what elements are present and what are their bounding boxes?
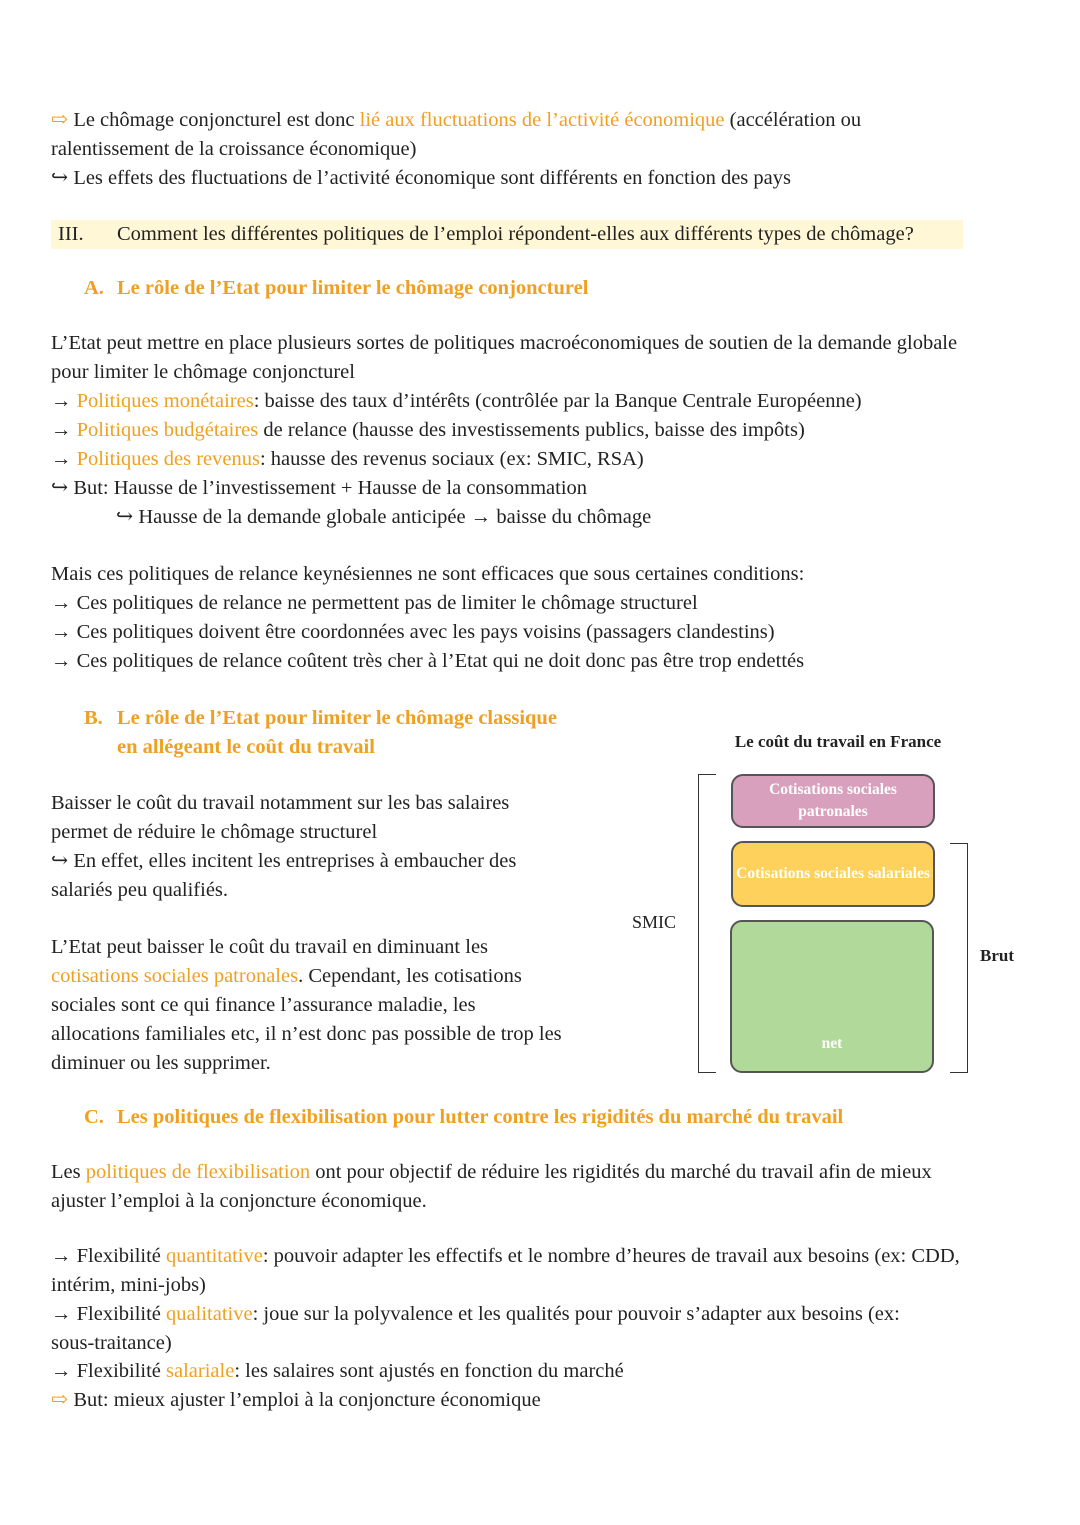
arrow-icon: → xyxy=(51,390,77,412)
smic-label: SMIC xyxy=(632,912,677,932)
brut-bracket xyxy=(950,843,968,1073)
intro-line-1: ⇨ Le chômage conjoncturel est donc lié aux fluctuations de l’activité économique (accélération ou xyxy=(51,109,862,131)
paragraph-line: L’Etat peut mettre en place plusieurs sortes de politiques macroéconomiques de soutien de la demande globale xyxy=(51,332,958,354)
paragraph-line: Mais ces politiques de relance keynésiennes ne sont efficaces que sous certaines conditions: xyxy=(51,563,805,585)
list-item: → Ces politiques doivent être coordonnées avec les pays voisins (passagers clandestins) xyxy=(51,621,775,643)
goal-line: ⇨ But: mieux ajuster l’emploi à la conjoncture économique xyxy=(51,1389,541,1411)
hook-arrow-icon: ↪ xyxy=(116,506,139,528)
subheading-a: A. Le rôle de l’Etat pour limiter le chômage conjoncturel xyxy=(84,277,589,299)
hook-arrow-icon: ↪ xyxy=(51,167,74,189)
list-item: → Flexibilité quantitative: pouvoir adapter les effectifs et le nombre d’heures de travail aux besoins (ex: CDD, xyxy=(51,1245,960,1267)
paragraph-line: ↪ En effet, elles incitent les entreprises à embaucher des xyxy=(51,850,517,872)
arrow-icon: → xyxy=(51,448,77,470)
list-item: → Ces politiques de relance coûtent très cher à l’Etat qui ne doit donc pas être trop endettés xyxy=(51,650,805,672)
subheading-b-line-2: en allégeant le coût du travail xyxy=(117,736,375,758)
paragraph-line: Les politiques de flexibilisation ont pour objectif de réduire les rigidités du marché du travail afin de mieux xyxy=(51,1161,932,1183)
subheading-c: C. Les politiques de flexibilisation pour lutter contre les rigidités du marché du travail xyxy=(84,1106,844,1128)
arrow-icon: → xyxy=(51,1360,77,1382)
section-heading xyxy=(51,220,963,249)
cotisations-patronales-box: Cotisations sociales patronales xyxy=(731,774,935,828)
smic-bracket xyxy=(698,774,716,1073)
list-item: → Politiques monétaires: baisse des taux d’intérêts (contrôlée par la Banque Centrale Européenne) xyxy=(51,390,862,412)
intro-line-3: ↪ Les effets des fluctuations de l’activité économique sont différents en fonction des pays xyxy=(51,167,791,189)
arrow-icon: → xyxy=(51,592,77,614)
arrow-icon: → xyxy=(51,419,77,441)
paragraph-line: ajuster l’emploi à la conjoncture économique. xyxy=(51,1190,427,1212)
paragraph-line: allocations familiales etc, il n’est donc pas possible de trop les xyxy=(51,1023,562,1045)
section-number: III. xyxy=(58,223,84,245)
net-box: net xyxy=(730,920,934,1073)
goal-line: ↪ But: Hausse de l’investissement + Hausse de la consommation xyxy=(51,477,588,499)
arrow-icon: → xyxy=(51,650,77,672)
goal-line-2: ↪ Hausse de la demande globale anticipée → baisse du chômage xyxy=(116,506,652,528)
list-item-cont: intérim, mini-jobs) xyxy=(51,1274,206,1296)
hollow-arrow-icon: ⇨ xyxy=(51,1389,74,1411)
intro-line-2: ralentissement de la croissance économique) xyxy=(51,138,417,160)
list-item: → Politiques budgétaires de relance (hausse des investissements publics, baisse des impôts) xyxy=(51,419,805,441)
list-item: → Flexibilité qualitative: joue sur la polyvalence et les qualités pour pouvoir s’adapter aux besoins (ex: xyxy=(51,1303,900,1325)
paragraph-line: Baisser le coût du travail notamment sur les bas salaires xyxy=(51,792,510,814)
diagram-title: Le coût du travail en France xyxy=(734,732,942,751)
list-item: → Ces politiques de relance ne permettent pas de limiter le chômage structurel xyxy=(51,592,698,614)
paragraph-line: diminuer ou les supprimer. xyxy=(51,1052,271,1074)
hook-arrow-icon: ↪ xyxy=(51,477,74,499)
arrow-icon: → xyxy=(51,1245,77,1267)
arrow-icon: → xyxy=(51,1303,77,1325)
arrow-icon: → xyxy=(51,621,77,643)
highlight: lié aux fluctuations de l’activité économique xyxy=(359,109,725,131)
subheading-b: B. Le rôle de l’Etat pour limiter le chômage classique xyxy=(84,707,557,729)
list-item: → Politiques des revenus: hausse des revenus sociaux (ex: SMIC, RSA) xyxy=(51,448,644,470)
paragraph-line: salariés peu qualifiés. xyxy=(51,879,229,901)
paragraph-line: L’Etat peut baisser le coût du travail en diminuant les xyxy=(51,936,489,958)
list-item-cont: sous-traitance) xyxy=(51,1332,172,1354)
paragraph-line: pour limiter le chômage conjoncturel xyxy=(51,361,355,383)
paragraph-line: cotisations sociales patronales. Cependant, les cotisations xyxy=(51,965,522,987)
hook-arrow-icon: ↪ xyxy=(51,850,74,872)
paragraph-line: permet de réduire le chômage structurel xyxy=(51,821,378,843)
hollow-arrow-icon: ⇨ xyxy=(51,109,74,131)
list-item: → Flexibilité salariale: les salaires sont ajustés en fonction du marché xyxy=(51,1360,624,1382)
cotisations-salariales-box: Cotisations sociales salariales xyxy=(731,841,935,907)
paragraph-line: sociales sont ce qui finance l’assurance maladie, les xyxy=(51,994,476,1016)
section-title: Comment les différentes politiques de l’emploi répondent-elles aux différents types de chômage? xyxy=(117,223,914,245)
brut-label: Brut xyxy=(980,946,1014,965)
